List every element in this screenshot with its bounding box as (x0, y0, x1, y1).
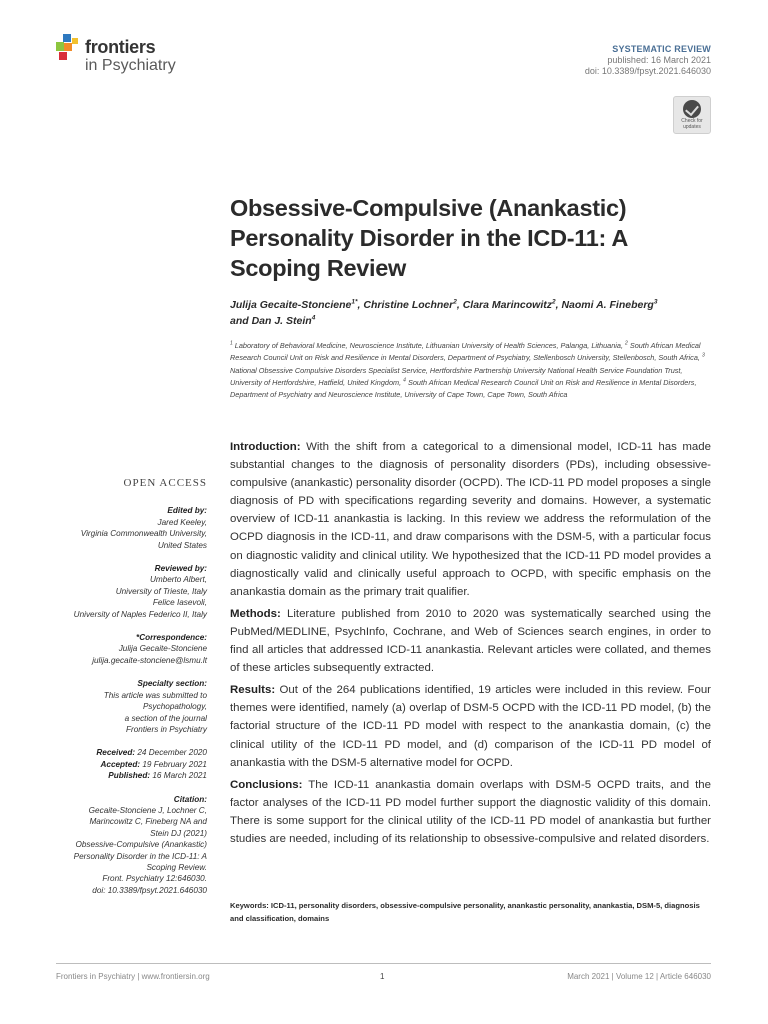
affiliation-text: South African Medical Research Council Unit on Risk and Resilience in Mental Disorders, Department of Psychiatry and Neuroscience Institute, University of Cape Town, Cape Town, South Africa (230, 377, 697, 400)
reviewed-by-heading: Reviewed by: (154, 564, 207, 574)
citation-heading: Citation: (173, 794, 207, 804)
reviewed-by-section: Reviewed by: Umberto Albert, University of Trieste, Italy Felice Iasevoli, University of Naples Federico II, Italy (56, 563, 207, 620)
author-name[interactable]: Julija Gecaite-Stonciene (230, 299, 352, 311)
article-meta (585, 44, 711, 77)
author-list: Julija Gecaite-Stonciene$^{1*}$, Christine Lochner$^2$, Clara Marincowitz$^2$, Naomi A. Fineberg$^3$ and Dan J. Stein$^4$ (230, 298, 658, 327)
article-dates (56, 747, 207, 781)
author-affiliation-marker: 3 (653, 298, 658, 306)
logo-wordmark: frontiers (85, 37, 156, 57)
edited-by-heading: Edited by: (167, 506, 207, 516)
footer-issue-info: March 2021 | Volume 12 | Article 646030 (567, 972, 711, 981)
frontiers-logo-icon (56, 34, 80, 60)
article-doi[interactable]: doi: 10.3389/fpsyt.2021.646030 (584, 66, 711, 76)
keywords: Keywords: ICD-11, personality disorders, obsessive-compulsive personality, anankastic personality, anankastia, DSM-5, diagnosis and classification, domains (230, 901, 700, 923)
journal-name: in Psychiatry (85, 57, 176, 74)
check-for-updates-label: Check for updates (681, 118, 703, 130)
author-affiliation-marker: 2 (453, 298, 457, 306)
author-affiliation-marker: 1* (351, 298, 358, 306)
edited-by-section: Edited by: Jared Keeley, Virginia Commonwealth University, United States (56, 505, 207, 551)
affiliation-text: National Obsessive Compulsive Disorders Specialist Service, Hertfordshire Partnership University National Health Service Foundation Trust, University of Hertfordshire, Hatfield, United Kingdom, (230, 365, 683, 387)
citation-section: Citation: Gecaite-Stonciene J, Lochner C, Marincowitz C, Fineberg NA and Stein DJ (2021) Obsessive-Compulsive (Anankastic) Personality Disorder in the ICD-11: A Scoping Review. Front. Psychiatry 12:646030. doi: 10.3389/fpsyt.2021.646030 (56, 794, 207, 897)
footer-journal-link[interactable]: Frontiers in Psychiatry | www.frontiersin.org (56, 972, 210, 981)
article-type: SYSTEMATIC REVIEW (612, 44, 711, 54)
author-name[interactable]: Naomi A. Fineberg (561, 299, 654, 311)
specialty-section: Specialty section: This article was submitted to Psychopathology, a section of the journal Frontiers in Psychiatry (56, 678, 207, 735)
affiliations: $^1$ Laboratory of Behavioral Medicine, Neuroscience Institute, Lithuanian University of Health Sciences, Palanga, Lithuania, $^2$ South African Medical Research Council Unit on Risk and Resilience in Mental Disorders, Department of Psychiatry, Stellenbosch University, Stellenbosch, South Africa, $^3$ National Obsessive Compulsive Disorders Specialist Service, Hertfordshire Partnership University National Health Service Foundation Trust, University of Hertfordshire, Hatfield, United Kingdom, $^4$ South African Medical Research Council Unit on Risk and Resilience in Mental Disorders, Department of Psychiatry and Neuroscience Institute, University of Cape Town, Cape Town, South Africa (230, 340, 705, 400)
author-name[interactable]: Clara Marincowitz (462, 299, 552, 311)
journal-logo[interactable] (56, 34, 196, 80)
abstract-conclusions: Conclusions: The ICD-11 anankastia domain overlaps with DSM-5 OCPD traits, and the factor analyses of the ICD-11 PD model further support the diagnostic validity of this domain. There is some support for the clinical utility of the ICD-11 PD model of anankastia but further studies are needed, including of its relationship to obsessive-compulsive and related disorders. (230, 778, 711, 845)
specialty-heading: Specialty section: (137, 679, 207, 689)
check-for-updates-button[interactable] (673, 96, 711, 134)
citation-doi-link[interactable]: doi: 10.3389/fpsyt.2021.646030 (92, 885, 207, 895)
abstract-results: Results: Out of the 264 publications identified, 19 articles were included in this review. Four themes were identified, namely (a) overlap of DSM-5 OCPD with the ICD-11 PD model, (b) the factorial structure of the ICD-11 PD model with respect to the anankastia domain, (c) the clinical utility of the ICD-11 PD model, and (d) comparison of the ICD-11 PD model of anankastia with the DSM-5 alternative model for OCPD. (230, 684, 711, 769)
check-icon (683, 100, 701, 118)
abstract (230, 438, 711, 852)
author-name[interactable]: Christine Lochner (363, 299, 454, 311)
correspondence-heading: *Correspondence: (136, 633, 207, 643)
footer-divider (56, 963, 711, 964)
affiliation-text: Laboratory of Behavioral Medicine, Neuroscience Institute, Lithuanian University of Health Sciences, Palanga, Lithuania, (232, 341, 626, 350)
abstract-methods: Methods: Literature published from 2010 to 2020 was systematically searched using the PubMed/MEDLINE, PsychInfo, Cochrane, and Web of Sciences search engines, in order to find all articles that addressed ICD-11 anankastia. Relevant articles were collated, and themes of these articles subsequently extracted. (230, 607, 711, 675)
author-name[interactable]: and Dan J. Stein (230, 314, 312, 327)
correspondence-email-link[interactable]: julija.gecaite-stonciene@lsmu.lt (92, 655, 207, 665)
article-info-sidebar (56, 478, 207, 896)
author-affiliation-marker: 4 (311, 314, 316, 321)
page-number: 1 (380, 972, 385, 981)
published-date: published: 16 March 2021 (607, 55, 711, 65)
article-title: Obsessive-Compulsive (Anankastic) Personality Disorder in the ICD-11: A Scoping Review (230, 195, 628, 281)
accepted-date: Accepted: 19 February 2021 (100, 759, 207, 769)
author-affiliation-marker: 2 (552, 298, 556, 306)
affiliation-text: South African Medical Research Council Unit on Risk and Resilience in Mental Disorders, Department of Psychiatry, Stellenbosch University, Stellenbosch, South Africa, (230, 341, 702, 363)
open-access-label: OPEN ACCESS (123, 477, 207, 489)
received-date: Received: 24 December 2020 (96, 748, 207, 758)
abstract-introduction: Introduction: With the shift from a categorical to a dimensional model, ICD-11 has made substantial changes to the diagnosis of personality disorders (PDs), including obsessive-compulsive (anankastic) personality disorder (OCPD). The ICD-11 PD model proposes a single diagnosis of PD with specifications regarding severity and domains. However, a systematic overview of ICD-11 anankastia is lacking. In this review we address the reformulation of the OCPD diagnosis in the ICD-11, and draw comparisons with the DSM-5, with a particular focus on diagnostic validity and clinical utility. We hypothesized that the ICD-11 PD model provides a diagnostically valid and clinically useful approach to OCPD, with specific emphasis on the anankastia domain as the primary trait qualifier. (230, 441, 711, 598)
correspondence-section: *Correspondence: Julija Gecaite-Stonciene julija.gecaite-stonciene@lsmu.lt (56, 632, 207, 666)
published-date-sidebar: Published: 16 March 2021 (108, 771, 207, 781)
